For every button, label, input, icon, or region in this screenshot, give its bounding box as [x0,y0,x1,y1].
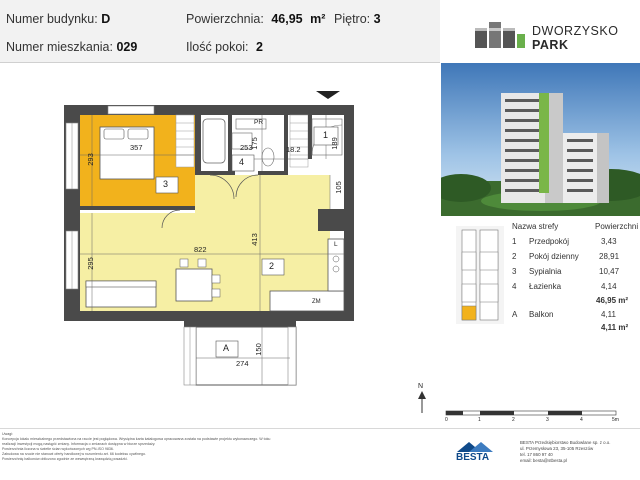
zone-balcony-total-row [505,323,640,335]
scale-tick: 5m [612,417,619,423]
building-number [6,12,110,26]
dim-living-width: 822 [194,245,207,254]
zone-total: 46,95 m² [596,296,629,305]
zone-balcony-no: A [512,310,518,319]
footer-notes [2,432,302,462]
scale-tick: 4 [580,417,583,423]
scale-tick: 3 [546,417,549,423]
building-label: Numer budynku: [6,12,98,26]
room-number-bathroom: 4 [239,157,245,167]
room-number-balcony: A [223,343,230,353]
area-label: Powierzchnia: [186,12,264,26]
building-value: D [101,12,111,26]
building-render-image [441,63,640,216]
address-line: email: besta@stbesta.pl [520,458,567,463]
zone-row-area: 4,14 [601,282,617,291]
zm-label: ZM [312,299,321,305]
address-line: BESTA Przedsiębiorstwo Budowlane sp. z o.o. [520,440,611,445]
note-line: Zabudowa na rzucie nie stanowi oferty handlowej w rozumieniu art. 66 kodeksu cywilnego. [2,452,147,456]
dim-bath-depth: 175 [249,137,259,150]
building-render [441,63,640,216]
rooms-value: 2 [256,40,263,54]
zone-row-name: Łazienka [529,282,562,291]
dim-bedroom-width: 357 [130,143,143,152]
dim-bath-width: 253 [240,143,253,152]
zone-total-row [505,296,640,308]
zone-balcony-total: 4,11 m² [601,323,629,332]
rooms-label: Ilość pokoi: [186,40,249,54]
zone-row-name: Sypialnia [529,267,562,276]
room-number-bedroom: 3 [163,179,169,189]
zone-balcony-area: 4,11 [601,310,616,319]
dim-living-side: 295 [85,257,95,270]
room-number-hallway: 1 [323,130,329,140]
note-line: realizacji inwestycji mogą nastąpić zmiany. Informacja o zmianach dostępna w biurze sprzedaży. [2,442,156,446]
brand-name-line1: DWORZYSKO [532,24,619,38]
zone-row [505,267,640,279]
zone-row-name: Pokój dzienny [529,252,579,261]
zone-header-area: Powierzchni [595,222,639,231]
zone-row [505,252,640,264]
address-line: ul. Przemysłowa 23, 35-105 Rzeszów [520,446,594,451]
floor-plan-drawing [0,63,440,423]
floor-value: 3 [373,12,381,26]
zone-row-area: 28,91 [599,252,620,261]
scale-tick: 1 [478,417,481,423]
rooms-info [186,40,263,54]
dim-hall-offset: 105 [333,181,343,194]
key-plan [456,226,504,324]
hallway-fill [195,175,260,213]
zone-row-no: 1 [512,237,517,246]
dim-bedroom-depth: 293 [85,153,95,166]
zone-row-no: 3 [512,267,517,276]
dim-balcony-width: 274 [236,359,249,368]
scale-bar-graphic [441,408,631,418]
floor-plan [0,63,440,423]
dim-balcony-depth: 150 [253,343,263,356]
apartment-label: Numer mieszkania: [6,40,113,54]
company-address [520,440,610,464]
dim-hall-depth: 189 [329,137,339,150]
scale-bar [441,408,631,428]
note-line: Powierzchnię balkonów obliczono zgodnie ze wewnętrzną krawędzią posadzki. [2,457,128,461]
key-plan-highlight [462,306,476,320]
besta-company-name: BESTA [456,452,490,463]
apartment-number [6,40,137,54]
zone-row [505,282,640,294]
north-label: N [418,383,424,390]
dim-shaft-width: 18.2 [286,145,301,154]
floor-label: Piętro: [334,12,371,26]
address-line: tel. 17 860 97 40 [520,452,553,457]
zone-row [505,237,640,249]
pr-label: PR [254,119,264,126]
area-value: 46,95 [271,12,303,26]
apartment-value: 029 [116,40,138,54]
room-number-living: 2 [269,261,275,271]
zone-header-name: Nazwa strefy [512,222,559,231]
zone-row-area: 3,43 [601,237,617,246]
apartment-info-header [0,0,440,63]
area-info [186,12,325,26]
zone-balcony-row [505,310,640,322]
l-label: L [334,241,338,248]
zone-row-name: Przedpokój [529,237,570,246]
zone-table-header [505,222,640,234]
note-line: Uwagi: [2,432,13,436]
zone-row-no: 4 [512,282,517,291]
note-line: Koncepcja lokalu mieszkalnego przedstawiona na rzucie jest poglądowa. Wrysiętna karta katalogowa opracowana została na podstawie projektu wykonawczego. W toku [2,437,271,441]
note-line: Powierzchnia liczona w świetle ścian wykończonych wg PN-ISO 9836. [2,447,114,451]
area-unit: m² [310,12,326,26]
scale-tick: 2 [512,417,515,423]
zone-row-area: 10,47 [599,267,620,276]
footer-divider [0,428,640,429]
zone-balcony-name: Balkon [529,310,554,319]
scale-tick: 0 [445,417,448,423]
brand-name-line2: PARK [532,38,569,52]
zone-row-no: 2 [512,252,517,261]
floor-info [334,12,381,26]
dim-living-depth: 413 [249,233,259,246]
